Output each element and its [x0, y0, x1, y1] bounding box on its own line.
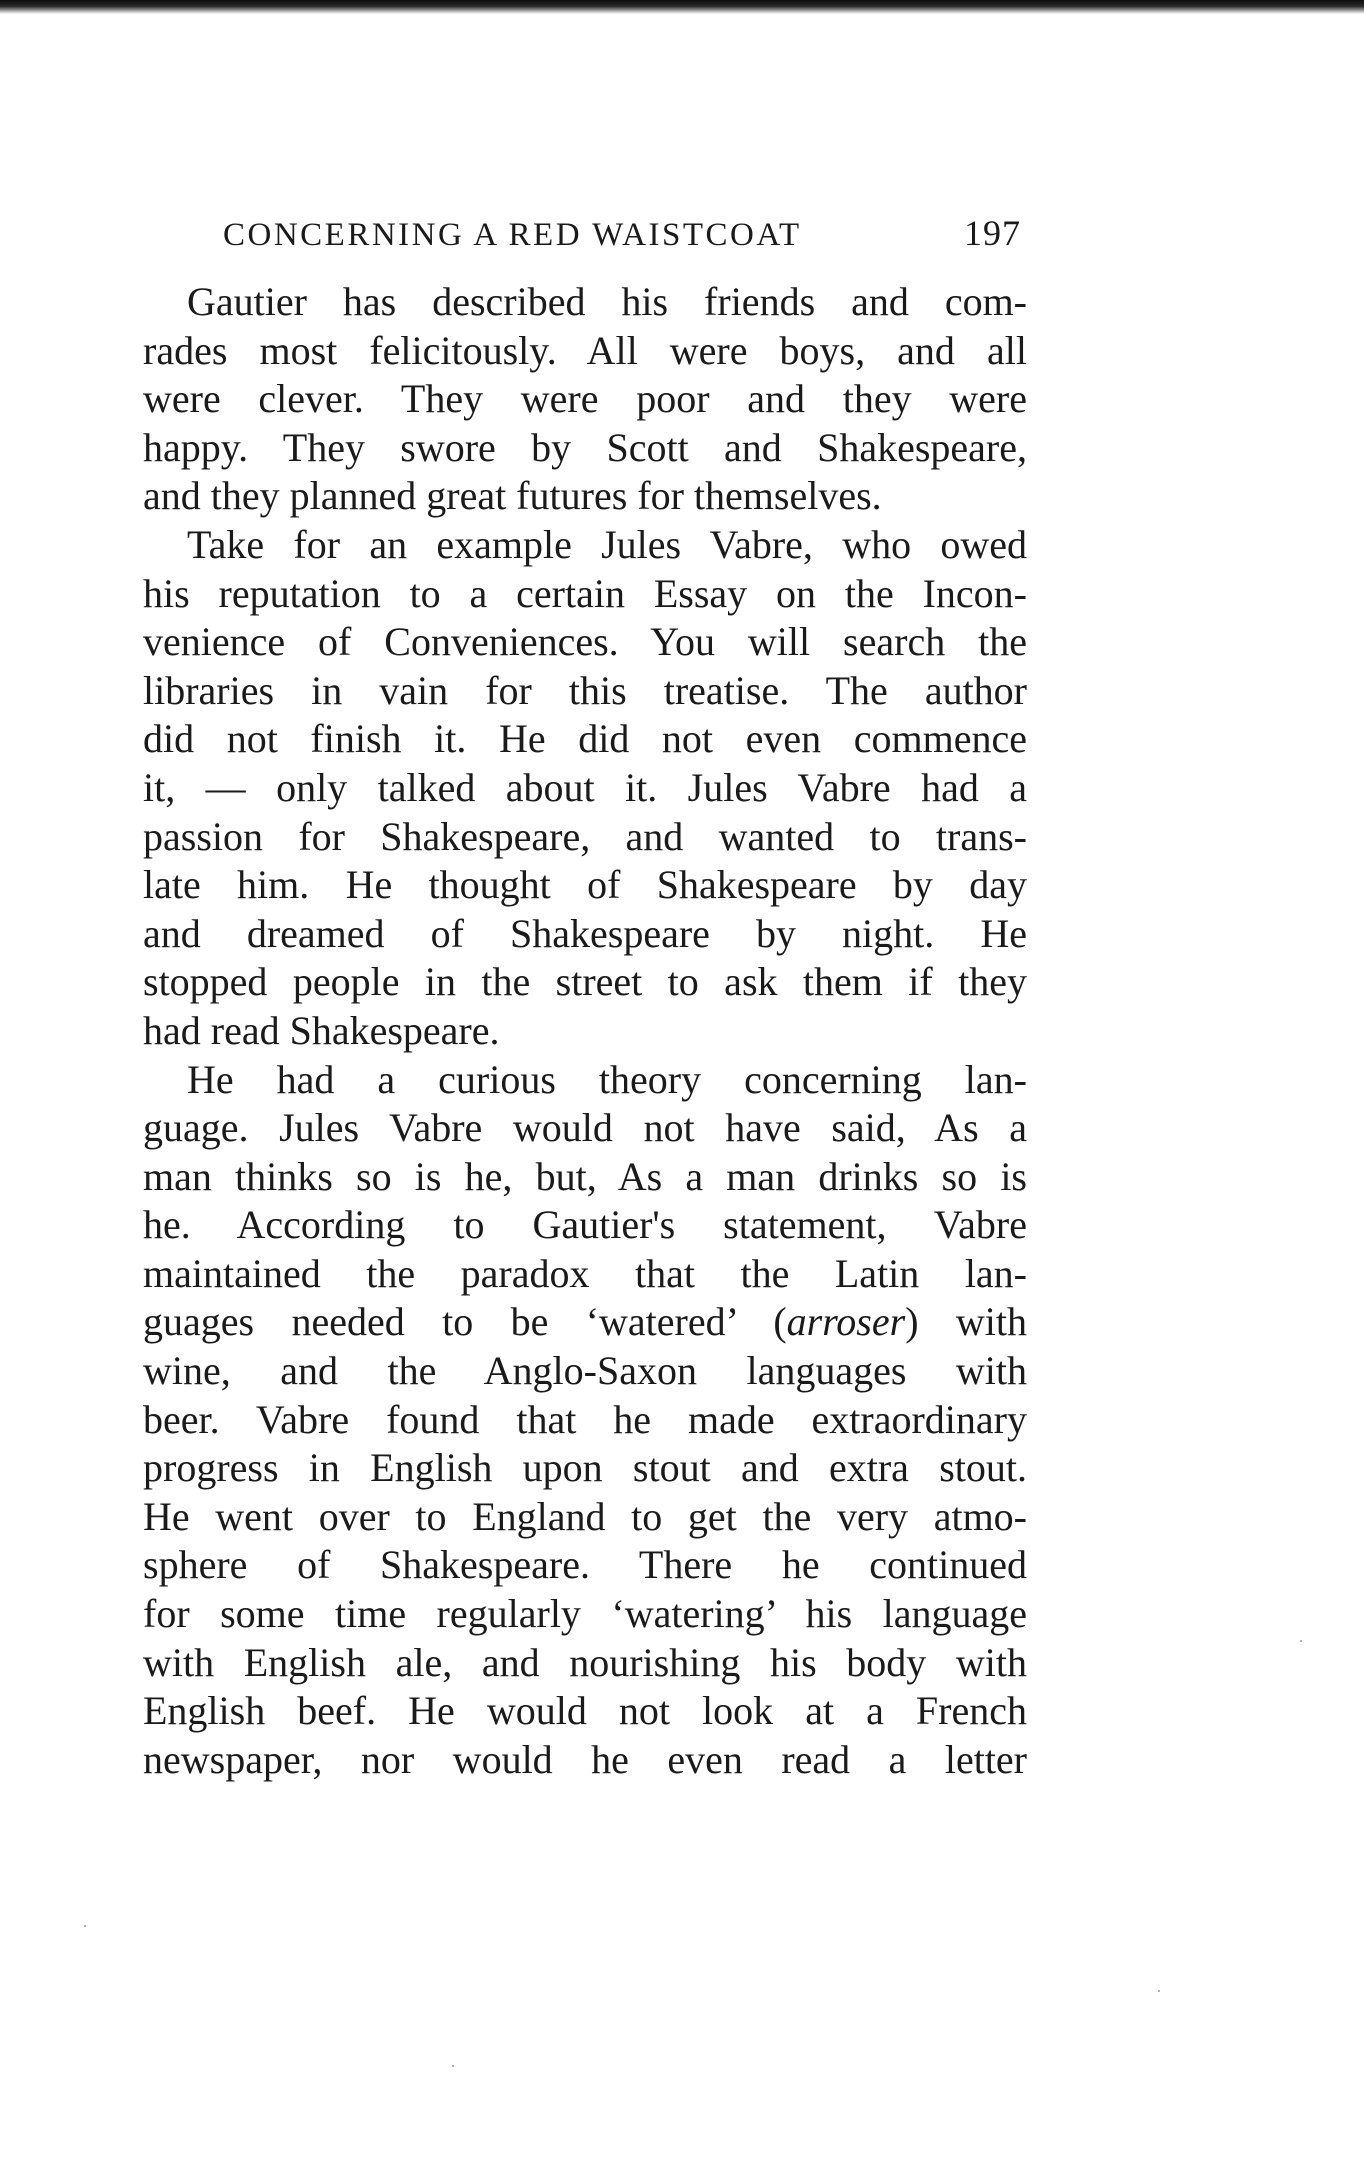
text-line: progress in English upon stout and extra stout. [143, 1445, 1027, 1491]
text-line: He went over to England to get the very atmo- [143, 1493, 1027, 1539]
text-line: beer. Vabre found that he made extraordinary [143, 1396, 1027, 1442]
text-line: with English ale, and nourishing his body with [143, 1639, 1027, 1685]
text-line: had read Shakespeare. [143, 1007, 500, 1053]
text-line: English beef. He would not look at a French [143, 1688, 1027, 1734]
text-fragment: ) with [905, 1299, 1027, 1345]
paragraph-2 [143, 521, 1027, 1056]
text-line: happy. They swore by Scott and Shakespeare, [143, 424, 1027, 470]
text-line-with-italic [143, 1298, 1027, 1347]
text-line: He had a curious theory concerning lan- [187, 1056, 1027, 1102]
text-line: it, — only talked about it. Jules Vabre had a [143, 764, 1027, 810]
text-line: his reputation to a certain Essay on the Incon- [143, 570, 1027, 616]
text-line: venience of Conveniences. You will search the [143, 619, 1027, 665]
text-line: libraries in vain for this treatise. The author [143, 667, 1027, 713]
text-line: did not finish it. He did not even commence [143, 716, 1027, 762]
text-line: Take for an example Jules Vabre, who owed [187, 521, 1027, 567]
paper-speck [1300, 1640, 1302, 1642]
text-line: passion for Shakespeare, and wanted to trans- [143, 813, 1027, 859]
text-line: maintained the paradox that the Latin lan- [143, 1250, 1027, 1296]
text-line: guage. Jules Vabre would not have said, As a [143, 1105, 1027, 1151]
text-line: he. According to Gautier's statement, Vabre [143, 1202, 1027, 1248]
text-fragment: guages needed to be ‘watered’ ( [143, 1299, 787, 1345]
running-title: CONCERNING A RED WAISTCOAT [223, 217, 802, 253]
running-header [223, 212, 1021, 262]
paper-speck [84, 1925, 86, 1927]
italic-foreign-word: arroser [786, 1299, 906, 1345]
text-line: late him. He thought of Shakespeare by day [143, 862, 1027, 908]
paragraph-3 [143, 1056, 1027, 1785]
text-line: and they planned great futures for themselves. [143, 473, 882, 519]
text-line: newspaper, nor would he even read a letter [143, 1736, 1027, 1782]
text-line: for some time regularly ‘watering’ his language [143, 1591, 1027, 1637]
paper-speck [1158, 1990, 1160, 1992]
body-text [143, 278, 1027, 1784]
text-line: wine, and the Anglo-Saxon languages with [143, 1348, 1027, 1394]
text-line: Gautier has described his friends and com- [187, 279, 1027, 324]
paper-speck [452, 2065, 454, 2067]
text-line: rades most felicitously. All were boys, and all [143, 327, 1027, 373]
text-line: sphere of Shakespeare. There he continued [143, 1542, 1027, 1588]
scan-top-edge [0, 0, 1364, 14]
text-line: were clever. They were poor and they were [143, 376, 1027, 422]
page-number: 197 [964, 213, 1021, 253]
text-line: man thinks so is he, but, As a man drinks so is [143, 1153, 1027, 1199]
text-line: and dreamed of Shakespeare by night. He [143, 910, 1027, 956]
text-line: stopped people in the street to ask them if they [143, 959, 1027, 1005]
paragraph-1 [143, 278, 1027, 521]
